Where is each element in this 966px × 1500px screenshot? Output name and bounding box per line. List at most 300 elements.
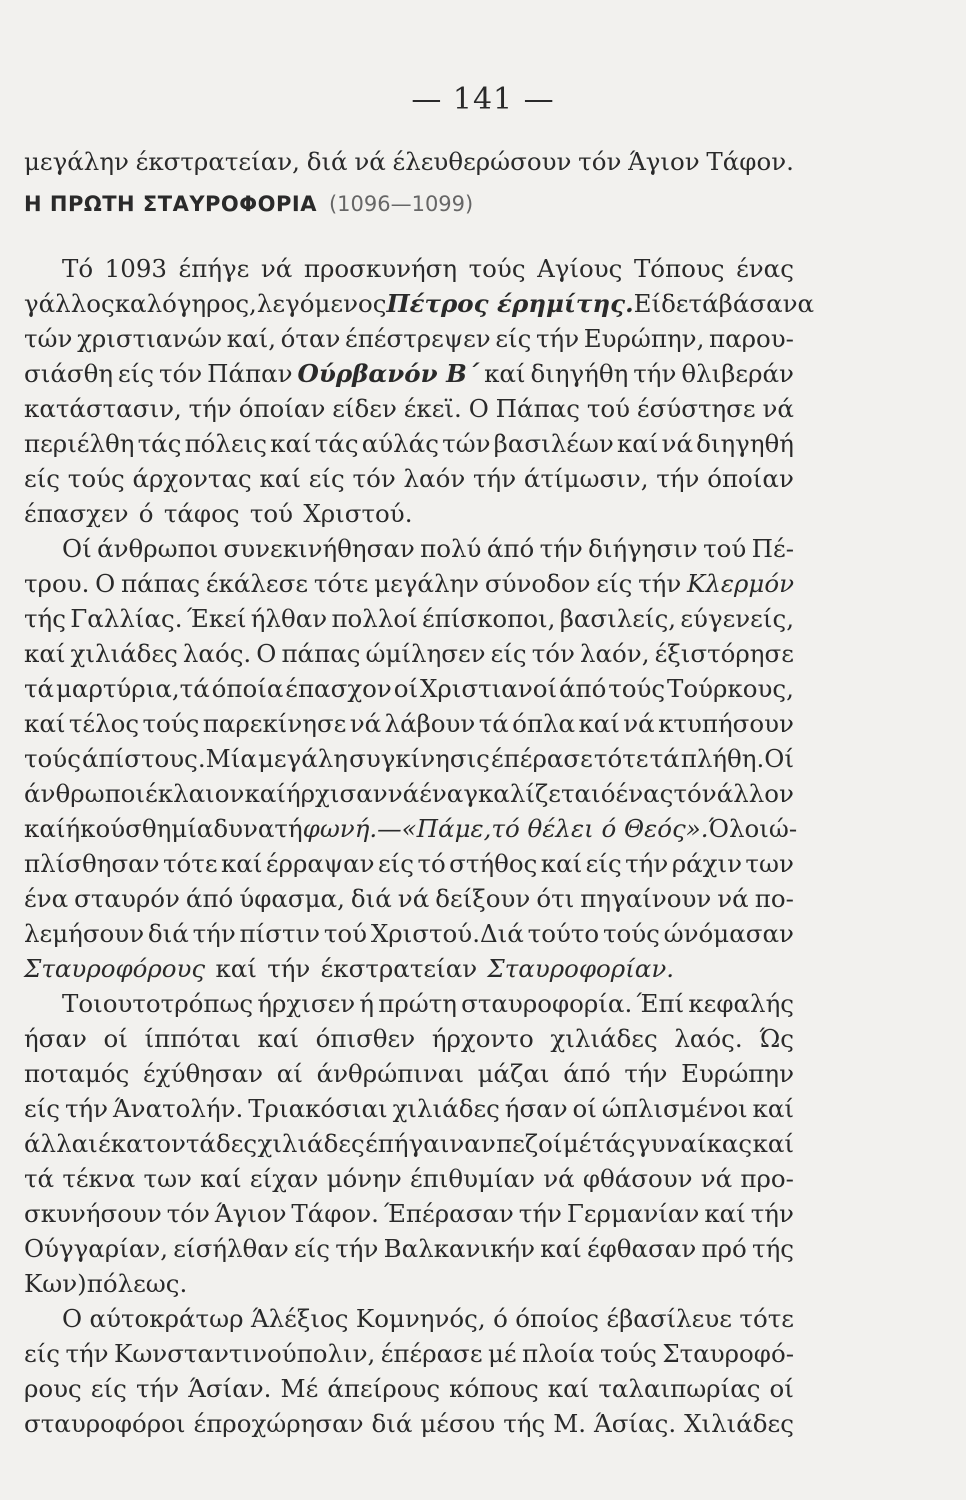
page-number: — 141 — (411, 82, 555, 117)
word: Πέτρος έρημίτης. (386, 289, 634, 318)
word: 1093 (104, 254, 167, 283)
word: ήρχισαν (285, 779, 388, 808)
word: τήν (135, 1374, 180, 1403)
word: τήν (535, 324, 580, 353)
word: όποίαν (238, 394, 326, 423)
text-line (24, 494, 794, 534)
word: Τό (62, 254, 94, 283)
word: καί (547, 1374, 590, 1403)
word: χιλιάδες (70, 639, 178, 668)
word: Άσίας. (594, 1409, 677, 1438)
word: οί (103, 1024, 128, 1053)
word: τήν (638, 569, 682, 598)
word: τήν (750, 1199, 794, 1228)
word: κεφαλής (688, 989, 794, 1018)
word: τόν (531, 639, 575, 668)
word: τόν (673, 779, 717, 808)
word: καί (259, 464, 301, 493)
word: θλιβεράν (681, 359, 794, 388)
word: καί (704, 1199, 746, 1228)
word: ήκούσθη (65, 814, 172, 843)
word: τήν (188, 394, 232, 423)
word: τούτο (527, 919, 600, 948)
section-title: Η ΠΡΩΤΗ ΣΤΑΥΡΟΦΟΡΙΑ (24, 192, 317, 216)
word: καί (270, 429, 312, 458)
word: λάβουν (384, 709, 476, 738)
word: νά (700, 1164, 733, 1193)
word: μεγάλη (258, 744, 349, 773)
word: Ευρώπην (681, 1059, 794, 1088)
word: δείξουν (435, 884, 531, 913)
word: λεγόμενος (256, 289, 387, 318)
word: έναγκαλίζεται (419, 779, 601, 808)
word: διηγήθη (530, 359, 629, 388)
word: τούς (608, 674, 666, 703)
text-line (24, 354, 794, 394)
word: έπροχώρησαν (193, 1409, 364, 1438)
word: διά (371, 1409, 413, 1438)
word: χιλιάδες (257, 1129, 365, 1158)
word: τέλος (68, 709, 140, 738)
text-line (24, 1089, 794, 1129)
word: τήν (633, 359, 677, 388)
word: τά (24, 674, 55, 703)
word: τής (503, 1409, 546, 1438)
word: γυναίκας (635, 1129, 753, 1158)
text-line (24, 1404, 794, 1444)
text-line (24, 599, 794, 639)
word: νά (543, 1164, 575, 1193)
word: άνθρώπιναι (316, 1059, 464, 1088)
text-line (24, 1369, 794, 1409)
word: Σταυροφόρους (24, 954, 206, 983)
word: έπιθυμίαν (409, 1164, 535, 1193)
word: χιλιάδες (392, 1094, 500, 1123)
word: πολλοί (331, 604, 418, 633)
word: έλευθερώσουν (392, 147, 572, 176)
word: τών (24, 324, 73, 353)
word: Ο (468, 394, 489, 423)
word: βασιλέων (493, 429, 614, 458)
word: αί (276, 1059, 303, 1088)
word: Βαλκανικήν (383, 1234, 535, 1263)
word: Τριακόσιαι (248, 1094, 388, 1123)
word: τάς (314, 429, 359, 458)
text-line (24, 1194, 794, 1234)
text-line (24, 459, 794, 499)
word: ένας (736, 254, 794, 283)
word: φωνή.—«Πάμε,τό θέλει ό Θεός». (302, 814, 709, 843)
word: τά (649, 744, 680, 773)
word: είδεν (332, 394, 397, 423)
word: χιλιάδες (550, 1024, 658, 1053)
text-line (24, 564, 794, 604)
word: άλλαι (24, 1129, 98, 1158)
word: έπίσκοποι, (421, 604, 556, 633)
word: έπήγαιναν (365, 1129, 496, 1158)
word: πίστιν (239, 919, 321, 948)
word: σύνοδον (484, 569, 591, 598)
word: τήν (624, 1059, 668, 1088)
word: καί (244, 779, 286, 808)
word: λαός. (674, 1024, 743, 1053)
word: έπασχεν (24, 499, 129, 528)
word: πο- (754, 884, 794, 913)
text-line (24, 529, 794, 569)
word: μεγάλην (374, 569, 480, 598)
word: τήν (656, 464, 700, 493)
word: ήσαν (24, 1024, 87, 1053)
word: γάλλος (24, 289, 115, 318)
word: είς (495, 324, 532, 353)
word: των (143, 1164, 192, 1193)
word: Μ. (553, 1409, 587, 1438)
word: ήσαν (504, 1094, 568, 1123)
word: στήθος (449, 849, 538, 878)
word: κόπους (449, 1374, 539, 1403)
text-line (24, 914, 794, 954)
word: ώμίλησεν (365, 639, 486, 668)
word: καί (540, 849, 583, 878)
word: ήρχισεν (257, 989, 356, 1018)
word: άνθρωποι (97, 534, 219, 563)
word: λαόν, (579, 639, 650, 668)
word: Γερμανίαν (566, 1199, 700, 1228)
word: μία (171, 814, 214, 843)
word: άπό (563, 1059, 611, 1088)
word: τούς (468, 254, 526, 283)
word: τέκνα (62, 1164, 136, 1193)
word: τόν (158, 359, 203, 388)
text-line (24, 249, 794, 289)
word: δυνατή (213, 814, 303, 843)
word: ένα (24, 884, 69, 913)
word: ό (493, 1304, 508, 1333)
word: διά (350, 884, 392, 913)
word: τό (417, 849, 446, 878)
word: όταν (280, 324, 341, 353)
text-line (24, 704, 794, 744)
word: Άνατολήν. (112, 1094, 244, 1123)
text-line (24, 774, 794, 814)
word: άπίστους.Μία (82, 744, 257, 773)
word: ίππόται (144, 1024, 241, 1053)
word: είσήλθαν (173, 1234, 289, 1263)
word: άρχοντας (132, 464, 252, 493)
word: Πέ- (751, 534, 794, 563)
word: άπείρους (327, 1374, 441, 1403)
word: νά (623, 709, 655, 738)
text-line (24, 879, 794, 919)
word: καί (200, 1164, 242, 1193)
word: τότε (313, 569, 369, 598)
word: τήν (518, 1199, 562, 1228)
word: τήν (539, 534, 583, 563)
text-line (24, 284, 815, 324)
word: έπέρασε (380, 1339, 483, 1368)
word: τών (442, 429, 491, 458)
word: έπήγε (178, 254, 250, 283)
text-line (24, 389, 794, 429)
text-line (24, 634, 794, 674)
word: άπό (486, 534, 535, 563)
word: έφθασαν (586, 1234, 697, 1263)
word: σταυροφορία. (461, 989, 633, 1018)
word: τόν (166, 1199, 210, 1228)
word: τά (688, 289, 719, 318)
word: Ευρώπην, (583, 324, 705, 353)
word: είς (490, 639, 527, 668)
word: Χριστού.Διά (370, 919, 524, 948)
word: έβασίλευε (606, 1304, 732, 1333)
word: καί (540, 1234, 582, 1263)
word: πολύ (420, 534, 482, 563)
word: τούς (599, 1339, 657, 1368)
word: Αγίους (537, 254, 623, 283)
word: Σταυροφορίαν. (487, 954, 675, 983)
word: Ο (95, 569, 116, 598)
word: τήν (335, 1234, 379, 1263)
section-dates: (1096—1099) (328, 192, 474, 216)
word: τούς (602, 919, 660, 948)
word: καλόγηρος, (114, 289, 257, 318)
word: είς (117, 359, 155, 388)
word: τού (323, 919, 368, 948)
word: τόν (352, 464, 396, 493)
word: πόλεις (184, 429, 267, 458)
word: όποίος (515, 1304, 599, 1333)
word: καί (257, 1024, 299, 1053)
text-line (24, 809, 798, 849)
word: τότε (162, 849, 218, 878)
word: έκστρατείαν (320, 954, 478, 983)
word: καί (578, 709, 620, 738)
word: λαός. (182, 639, 252, 668)
word: μεγάλην (24, 147, 129, 176)
word: Πάπαν (207, 359, 293, 388)
word: ήλθαν (250, 604, 328, 633)
word: πρό (701, 1234, 747, 1263)
word: Άγιον (214, 1199, 287, 1228)
word: μέ (562, 1129, 592, 1158)
word: οί (393, 674, 419, 703)
word: έξιστόρησε (654, 639, 794, 668)
word: μάζαι (477, 1059, 550, 1088)
word: ποταμός (24, 1059, 130, 1088)
word: ώνόμασαν (663, 919, 794, 948)
word: Ώς (759, 1024, 794, 1053)
word: φθάσουν (582, 1164, 693, 1193)
word: τρου. (24, 569, 90, 598)
word: Όλοι (708, 814, 769, 843)
word: νά (397, 884, 430, 913)
word: Τούρκους, (667, 674, 794, 703)
word: Έπί (636, 989, 685, 1018)
word: συνεκινήθησαν (223, 534, 415, 563)
word: λεμήσουν (24, 919, 145, 948)
word: άπό (558, 674, 607, 703)
word: παρου- (708, 324, 794, 353)
word: παρεκίνησε (202, 709, 347, 738)
word: καί (616, 429, 659, 458)
word: μέσου (420, 1409, 496, 1438)
word: ώπλισμένοι (601, 1094, 748, 1123)
word: βάσανα (718, 289, 815, 318)
word: ύφασμα, (239, 884, 345, 913)
word: έπέστρεψεν (345, 324, 491, 353)
word: πλοία (522, 1339, 595, 1368)
word: καί (484, 359, 526, 388)
word: προσκυνήση (303, 254, 458, 283)
word: όπισθεν (315, 1024, 416, 1053)
word: τήν (473, 464, 517, 493)
word: νά (387, 779, 420, 808)
text-line (24, 1124, 794, 1164)
word: είς (90, 1374, 127, 1403)
word: τότε (739, 1304, 794, 1333)
word: τούς (142, 709, 200, 738)
word: Χιλιάδες (684, 1409, 794, 1438)
word: είς (24, 464, 61, 493)
word: είς (293, 1234, 330, 1263)
text-line (24, 1299, 794, 1339)
word: ρους (24, 1374, 82, 1403)
word: άπό (185, 884, 234, 913)
word: τόν (578, 147, 622, 176)
word: άλλον (716, 779, 794, 808)
word: ένας (615, 779, 674, 808)
word: μόνην (326, 1164, 402, 1193)
word: ήρχοντο (431, 1024, 534, 1053)
text-line (24, 319, 794, 359)
word: σταυροφόροι (24, 1409, 186, 1438)
word: Έκεί (186, 604, 247, 633)
word: αύλάς (361, 429, 439, 458)
word: άνθρωποι (24, 779, 146, 808)
word: καί, (226, 324, 277, 353)
word: καί (24, 639, 66, 668)
word: τήν (64, 1094, 109, 1123)
word: έσύστησε (636, 394, 756, 423)
text-line (24, 739, 794, 779)
word: έκλαιον (145, 779, 245, 808)
text-line (24, 1264, 794, 1304)
word: βασιλείς, (559, 604, 677, 633)
word: είχαν (249, 1164, 319, 1193)
word: όποίαν (707, 464, 794, 493)
word: έπέρασε (490, 744, 593, 773)
word: είς (377, 849, 415, 878)
text-line (24, 669, 794, 709)
word: Χριστού. (303, 499, 413, 528)
word: έκατοντάδες (98, 1129, 258, 1158)
word: ταλαιπωρίας (598, 1374, 761, 1403)
word: τού (249, 499, 294, 528)
word: Τάφον. (291, 1199, 379, 1228)
text-line (24, 424, 794, 464)
text-line (24, 984, 794, 1024)
word: τήν (192, 919, 236, 948)
text-line (24, 1229, 794, 1269)
word: σταυρόν (74, 884, 180, 913)
word: τήν (625, 849, 669, 878)
word: νά (762, 394, 794, 423)
word: οί (769, 1374, 794, 1403)
word: Τόπους (633, 254, 725, 283)
word: έρραψαν (265, 849, 375, 878)
word: πεζοί (496, 1129, 563, 1158)
word: πλίσθησαν (24, 849, 160, 878)
word: πηγαίνουν (580, 884, 712, 913)
word: ότι (536, 884, 575, 913)
word: τότε (593, 744, 649, 773)
word: ό (600, 779, 616, 808)
word: Ούρβανόν Β΄ (297, 359, 480, 388)
word: εύγενείς, (680, 604, 794, 633)
text-line (24, 1334, 794, 1374)
word: καί (24, 814, 66, 843)
text-line (24, 142, 794, 182)
word: τήν (267, 954, 311, 983)
word: διήγησιν (588, 534, 698, 563)
word: λαόν (403, 464, 466, 493)
section-heading (24, 184, 794, 224)
word: κτυπήσουν (658, 709, 794, 738)
word: έχύθησαν (143, 1059, 264, 1088)
word: Κλερμόν (687, 569, 794, 598)
word: νά (354, 147, 386, 176)
word: πάπας (121, 569, 201, 598)
word: περιέλθη (24, 429, 135, 458)
word: είς (308, 464, 345, 493)
word: άτίμωσιν, (523, 464, 649, 493)
word: Ούγγαρίαν, (24, 1234, 169, 1263)
word: τά (478, 709, 509, 738)
word: τού (586, 394, 631, 423)
word: Τάφον. (706, 147, 794, 176)
word: Είδε (633, 289, 689, 318)
word: πρώτη (378, 989, 457, 1018)
word: Μέ (280, 1374, 319, 1403)
word: χριστιανών (77, 324, 223, 353)
word: σκυνήσουν (24, 1199, 162, 1228)
word: σιάσθη (24, 359, 114, 388)
word: διά (147, 919, 189, 948)
word: τήν (65, 1339, 109, 1368)
word: οί (572, 1094, 597, 1123)
word: τάς (137, 429, 182, 458)
word: Οί (62, 534, 92, 563)
word: Ο (62, 1304, 83, 1333)
word: είς (585, 849, 622, 878)
word: τούς (67, 464, 125, 493)
word: όποία (211, 674, 284, 703)
word: Τοιουτοτρόπως (62, 989, 254, 1018)
word: νά (661, 429, 693, 458)
word: Χριστιανοί (419, 674, 558, 703)
word: έπασχον (285, 674, 392, 703)
word: των (745, 849, 794, 878)
text-line (24, 1159, 794, 1199)
word: κατάστασιν, (24, 394, 182, 423)
word: καί (752, 1094, 794, 1123)
word: έκστρατείαν, (135, 147, 300, 176)
word: τά (24, 1164, 55, 1193)
word: Άλέξιος (250, 1304, 349, 1333)
word: Γαλλίας. (70, 604, 183, 633)
word: μέ (487, 1339, 517, 1368)
word: έκεϊ. (403, 394, 462, 423)
